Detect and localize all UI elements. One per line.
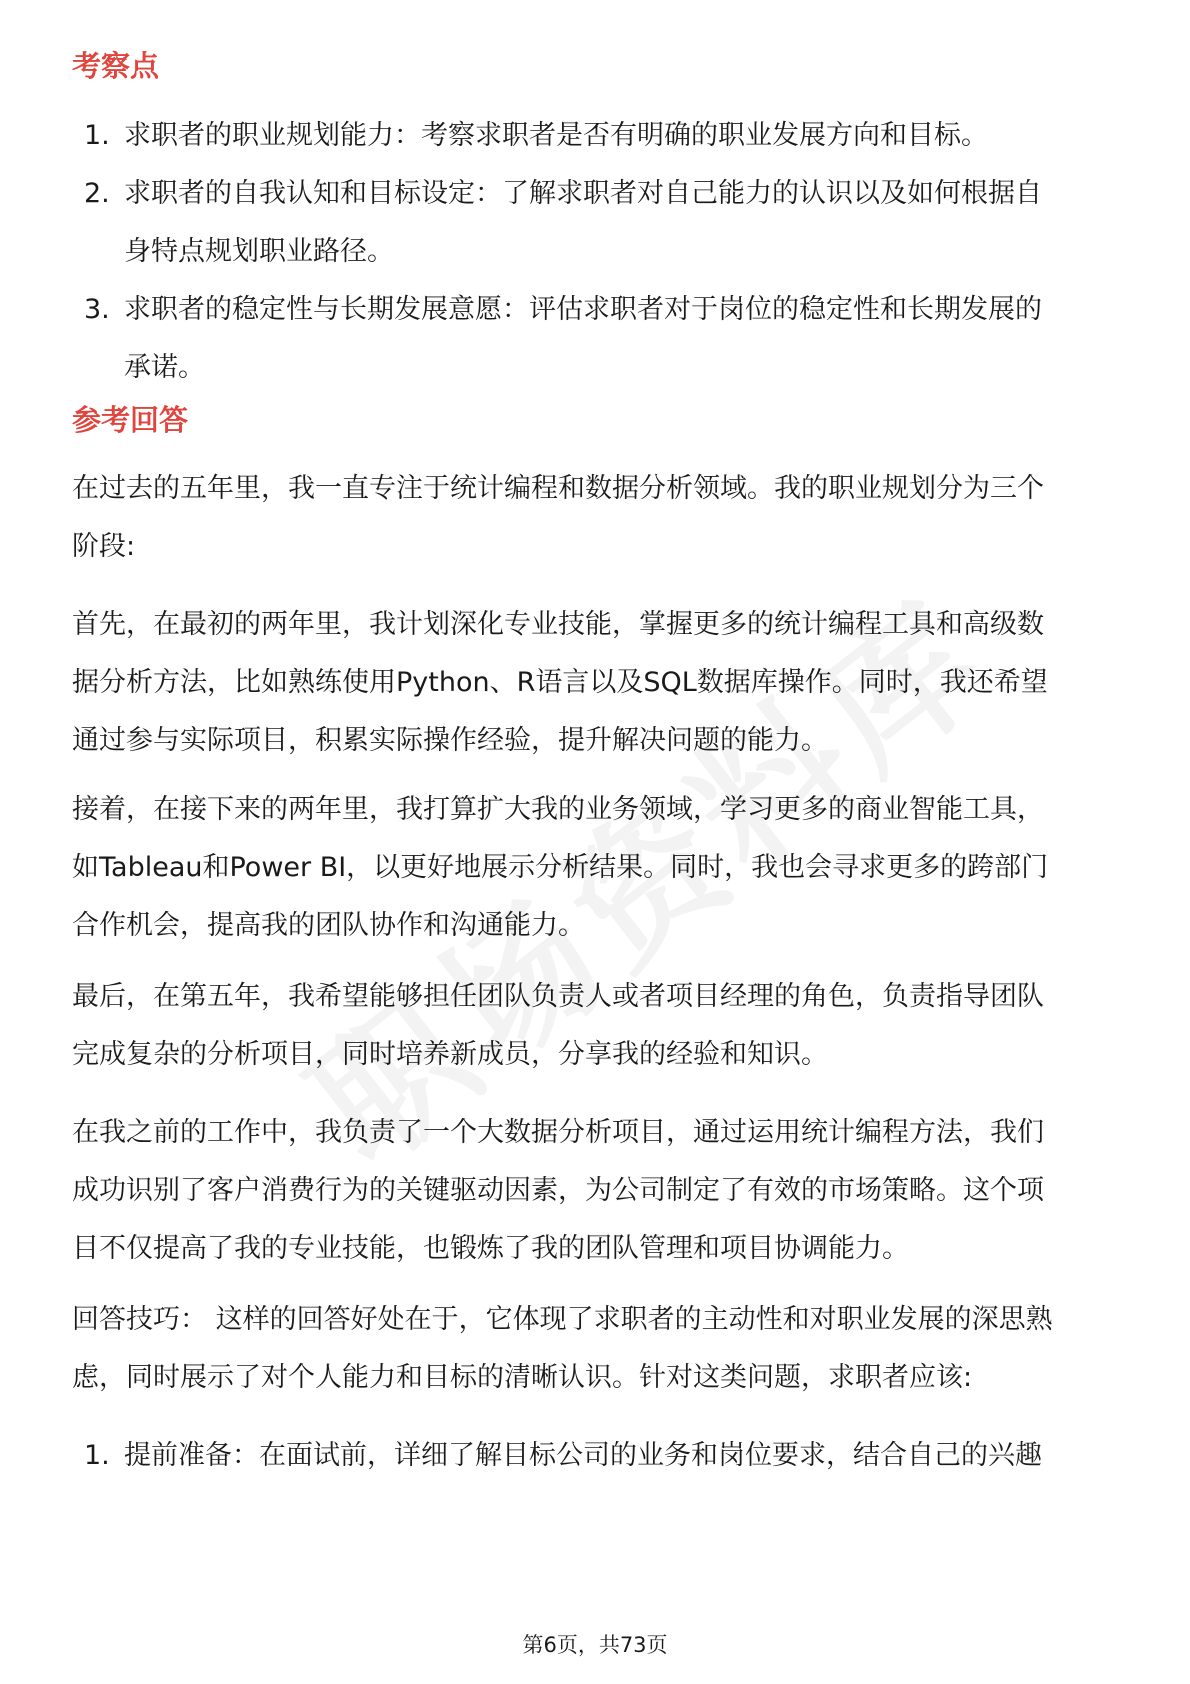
paragraph-line: 目不仅提高了我的专业技能，也锻炼了我的团队管理和项目协调能力。 [72, 1233, 909, 1264]
answer-paragraph [72, 460, 1122, 576]
paragraph-line: 通过参与实际项目，积累实际操作经验，提升解决问题的能力。 [72, 725, 828, 756]
answer-paragraph [72, 968, 1122, 1084]
list-item-text: 承诺。 [124, 352, 205, 383]
paragraph-line: 成功识别了客户消费行为的关键驱动因素，为公司制定了有效的市场策略。这个项 [72, 1175, 1044, 1206]
paragraph-line: 合作机会，提高我的团队协作和沟通能力。 [72, 910, 585, 941]
answer-paragraph [72, 596, 1122, 770]
paragraph-line: 据分析方法，比如熟练使用Python、R语言以及SQL数据库操作。同时，我还希望 [72, 667, 1048, 698]
paragraph-line: 在我之前的工作中，我负责了一个大数据分析项目，通过运用统计编程方法，我们 [72, 1117, 1044, 1148]
paragraph-line: 最后，在第五年，我希望能够担任团队负责人或者项目经理的角色，负责指导团队 [72, 981, 1044, 1012]
paragraph-line: 阶段: [72, 531, 136, 562]
paragraph-line: 在过去的五年里，我一直专注于统计编程和数据分析领域。我的职业规划分为三个 [72, 473, 1044, 504]
list-item [72, 1427, 1122, 1485]
reference-answer-heading: 参考回答 [72, 403, 189, 437]
list-item-number: 3. [84, 294, 110, 325]
paragraph-line: 回答技巧： 这样的回答好处在于，它体现了求职者的主动性和对职业发展的深思熟 [72, 1304, 1053, 1335]
tips-list [72, 1427, 1122, 1485]
page-number: 第6页，共73页 [522, 1633, 668, 1657]
paragraph-line: 虑，同时展示了对个人能力和目标的清晰认识。针对这类问题，求职者应该: [72, 1362, 973, 1393]
list-item-text: 求职者的稳定性与长期发展意愿：评估求职者对于岗位的稳定性和长期发展的 [124, 294, 1042, 325]
answer-paragraph [72, 781, 1122, 955]
list-item [72, 165, 1122, 281]
list-item-text: 求职者的职业规划能力：考察求职者是否有明确的职业发展方向和目标。 [124, 120, 988, 151]
list-item-text: 求职者的自我认知和目标设定：了解求职者对自己能力的认识以及如何根据自 [124, 178, 1042, 209]
list-item [72, 107, 1122, 165]
paragraph-line: 接着，在接下来的两年里，我打算扩大我的业务领域，学习更多的商业智能工具， [72, 794, 1044, 825]
paragraph-line: 完成复杂的分析项目，同时培养新成员，分享我的经验和知识。 [72, 1039, 828, 1070]
answer-paragraph [72, 1104, 1122, 1278]
paragraph-line: 首先，在最初的两年里，我计划深化专业技能，掌握更多的统计编程工具和高级数 [72, 609, 1044, 640]
list-item-text: 身特点规划职业路径。 [124, 236, 394, 267]
list-item-text: 提前准备：在面试前，详细了解目标公司的业务和岗位要求，结合自己的兴趣 [124, 1440, 1042, 1471]
exam-points-heading: 考察点 [72, 49, 160, 83]
list-item-number: 1. [84, 1440, 110, 1471]
paragraph-line: 如Tableau和Power BI，以更好地展示分析结果。同时，我也会寻求更多的跨部门 [72, 852, 1049, 883]
list-item-number: 1. [84, 120, 110, 151]
answer-tips-paragraph [72, 1291, 1122, 1407]
exam-points-list [72, 107, 1122, 397]
list-item [72, 281, 1122, 397]
list-item-number: 2. [84, 178, 110, 209]
